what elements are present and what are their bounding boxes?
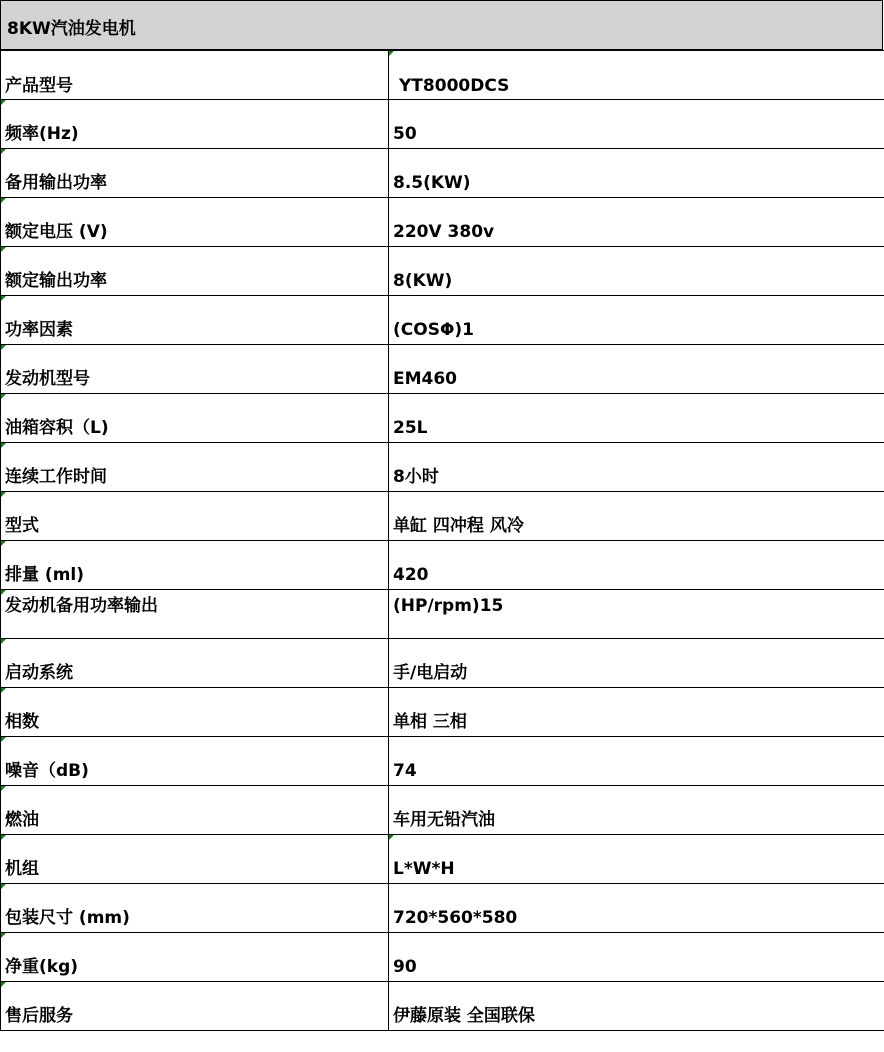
spec-value: 车用无铅汽油 xyxy=(393,810,495,830)
spec-value-cell[interactable] xyxy=(389,737,884,786)
spec-value: 220V 380v xyxy=(393,222,495,242)
spec-row xyxy=(1,296,884,345)
spec-label-cell[interactable] xyxy=(1,688,389,737)
spec-value-cell[interactable] xyxy=(389,541,884,590)
spec-value-cell[interactable] xyxy=(389,933,884,982)
spec-value: 伊藤原装 全国联保 xyxy=(393,1006,535,1026)
spec-value-cell[interactable] xyxy=(389,345,884,394)
cell-comment-marker xyxy=(389,835,394,840)
spec-row xyxy=(1,541,884,590)
spec-value-cell[interactable] xyxy=(389,835,884,884)
sheet-title: 8KW汽油发电机 xyxy=(7,19,136,39)
spec-label-cell[interactable] xyxy=(1,149,389,198)
spec-value: 手/电启动 xyxy=(393,663,468,683)
spec-label-cell[interactable] xyxy=(1,492,389,541)
spec-label: 额定输出功率 xyxy=(5,271,107,291)
spec-label-cell[interactable] xyxy=(1,541,389,590)
spec-label: 机组 xyxy=(5,859,39,879)
cell-comment-marker xyxy=(1,492,6,497)
spec-value-cell[interactable] xyxy=(389,296,884,345)
spec-value-cell[interactable] xyxy=(389,590,884,639)
cell-comment-marker xyxy=(1,933,6,938)
spec-label: 发动机备用功率输出 xyxy=(5,596,158,616)
spec-value: 90 xyxy=(393,957,417,977)
spec-value-cell[interactable] xyxy=(389,688,884,737)
spec-label: 启动系统 xyxy=(5,663,73,683)
spec-row xyxy=(1,492,884,541)
spec-label: 相数 xyxy=(5,712,39,732)
spec-value: (HP/rpm)15 xyxy=(393,596,504,616)
spec-label-cell[interactable] xyxy=(1,247,389,296)
spec-value: 单相 三相 xyxy=(393,712,467,732)
cell-comment-marker xyxy=(1,100,6,105)
cell-comment-marker xyxy=(1,345,6,350)
spec-table xyxy=(0,50,884,1031)
model-value: YT8000DCS xyxy=(399,76,510,96)
spec-row xyxy=(1,100,884,149)
spec-value: 8(KW) xyxy=(393,271,453,291)
spec-label: 排量 (ml) xyxy=(5,565,84,585)
spec-value-cell[interactable] xyxy=(389,149,884,198)
cell-comment-marker xyxy=(1,296,6,301)
spec-value-cell[interactable] xyxy=(389,100,884,149)
spec-row xyxy=(1,394,884,443)
spec-label-cell[interactable] xyxy=(1,786,389,835)
spec-row xyxy=(1,933,884,982)
spec-row xyxy=(1,345,884,394)
spec-label: 频率(Hz) xyxy=(5,124,79,144)
spec-value-cell[interactable] xyxy=(389,247,884,296)
spec-label-cell[interactable] xyxy=(1,737,389,786)
spec-label-cell[interactable] xyxy=(1,394,389,443)
spec-label: 噪音（dB) xyxy=(5,761,89,781)
cell-comment-marker xyxy=(1,443,6,448)
spec-label-cell[interactable] xyxy=(1,884,389,933)
spec-label: 额定电压 (V) xyxy=(5,222,108,242)
spec-label: 功率因素 xyxy=(5,320,73,340)
cell-comment-marker xyxy=(1,982,6,987)
spec-label: 备用输出功率 xyxy=(5,173,107,193)
spec-value-cell[interactable] xyxy=(389,639,884,688)
model-value-cell[interactable] xyxy=(389,51,884,100)
spec-row xyxy=(1,443,884,492)
spec-label: 连续工作时间 xyxy=(5,467,107,487)
spec-value: 420 xyxy=(393,565,429,585)
spec-value: 8.5(KW) xyxy=(393,173,471,193)
spec-value: L*W*H xyxy=(393,859,455,879)
title-row xyxy=(0,0,883,50)
spec-row xyxy=(1,786,884,835)
model-label: 产品型号 xyxy=(5,76,73,96)
spec-value: 单缸 四冲程 风冷 xyxy=(393,516,524,536)
model-label-cell[interactable] xyxy=(1,51,389,100)
spec-label: 包装尺寸 (mm) xyxy=(5,908,130,928)
cell-comment-marker xyxy=(1,884,6,889)
spec-label: 燃油 xyxy=(5,810,39,830)
spec-row xyxy=(1,737,884,786)
cell-comment-marker xyxy=(1,149,6,154)
spec-row xyxy=(1,688,884,737)
spec-value: 8小时 xyxy=(393,467,439,487)
spec-label-cell[interactable] xyxy=(1,639,389,688)
cell-comment-marker xyxy=(1,394,6,399)
spec-label-cell[interactable] xyxy=(1,100,389,149)
spec-label: 售后服务 xyxy=(5,1006,73,1026)
cell-comment-marker xyxy=(1,688,6,693)
cell-comment-marker xyxy=(1,198,6,203)
spec-row xyxy=(1,198,884,247)
cell-comment-marker xyxy=(1,835,6,840)
spec-value: (COSΦ)1 xyxy=(393,320,474,340)
spec-row xyxy=(1,835,884,884)
spec-label-cell[interactable] xyxy=(1,982,389,1031)
spec-value: EM460 xyxy=(393,369,458,389)
spec-value-cell[interactable] xyxy=(389,884,884,933)
spec-label-cell[interactable] xyxy=(1,443,389,492)
spec-label-cell[interactable] xyxy=(1,345,389,394)
spec-value-cell[interactable] xyxy=(389,443,884,492)
spec-label-cell[interactable] xyxy=(1,296,389,345)
spec-label-cell[interactable] xyxy=(1,835,389,884)
model-row xyxy=(1,51,884,100)
spec-label-cell[interactable] xyxy=(1,198,389,247)
spec-value-cell[interactable] xyxy=(389,198,884,247)
cell-comment-marker xyxy=(1,639,6,644)
spec-row xyxy=(1,149,884,198)
cell-comment-marker xyxy=(1,737,6,742)
spec-row xyxy=(1,884,884,933)
spec-value-cell[interactable] xyxy=(389,492,884,541)
cell-comment-marker xyxy=(1,786,6,791)
spec-value: 720*560*580 xyxy=(393,908,518,928)
spec-label-cell[interactable] xyxy=(1,933,389,982)
spec-label: 型式 xyxy=(5,516,39,536)
spec-label: 净重(kg) xyxy=(5,957,79,977)
spec-value-cell[interactable] xyxy=(389,982,884,1031)
spec-value: 50 xyxy=(393,124,417,144)
spec-label-cell[interactable] xyxy=(1,590,389,639)
spec-label: 发动机型号 xyxy=(5,369,90,389)
cell-comment-marker xyxy=(1,541,6,546)
spec-row xyxy=(1,982,884,1031)
cell-comment-marker xyxy=(1,590,6,595)
cell-comment-marker xyxy=(389,51,394,56)
spec-label: 油箱容积（L) xyxy=(5,418,109,438)
cell-comment-marker xyxy=(1,247,6,252)
spec-value: 74 xyxy=(393,761,417,781)
spec-value: 25L xyxy=(393,418,428,438)
spec-value-cell[interactable] xyxy=(389,786,884,835)
spec-value-cell[interactable] xyxy=(389,394,884,443)
spec-row xyxy=(1,639,884,688)
spec-row xyxy=(1,590,884,639)
spec-row xyxy=(1,247,884,296)
